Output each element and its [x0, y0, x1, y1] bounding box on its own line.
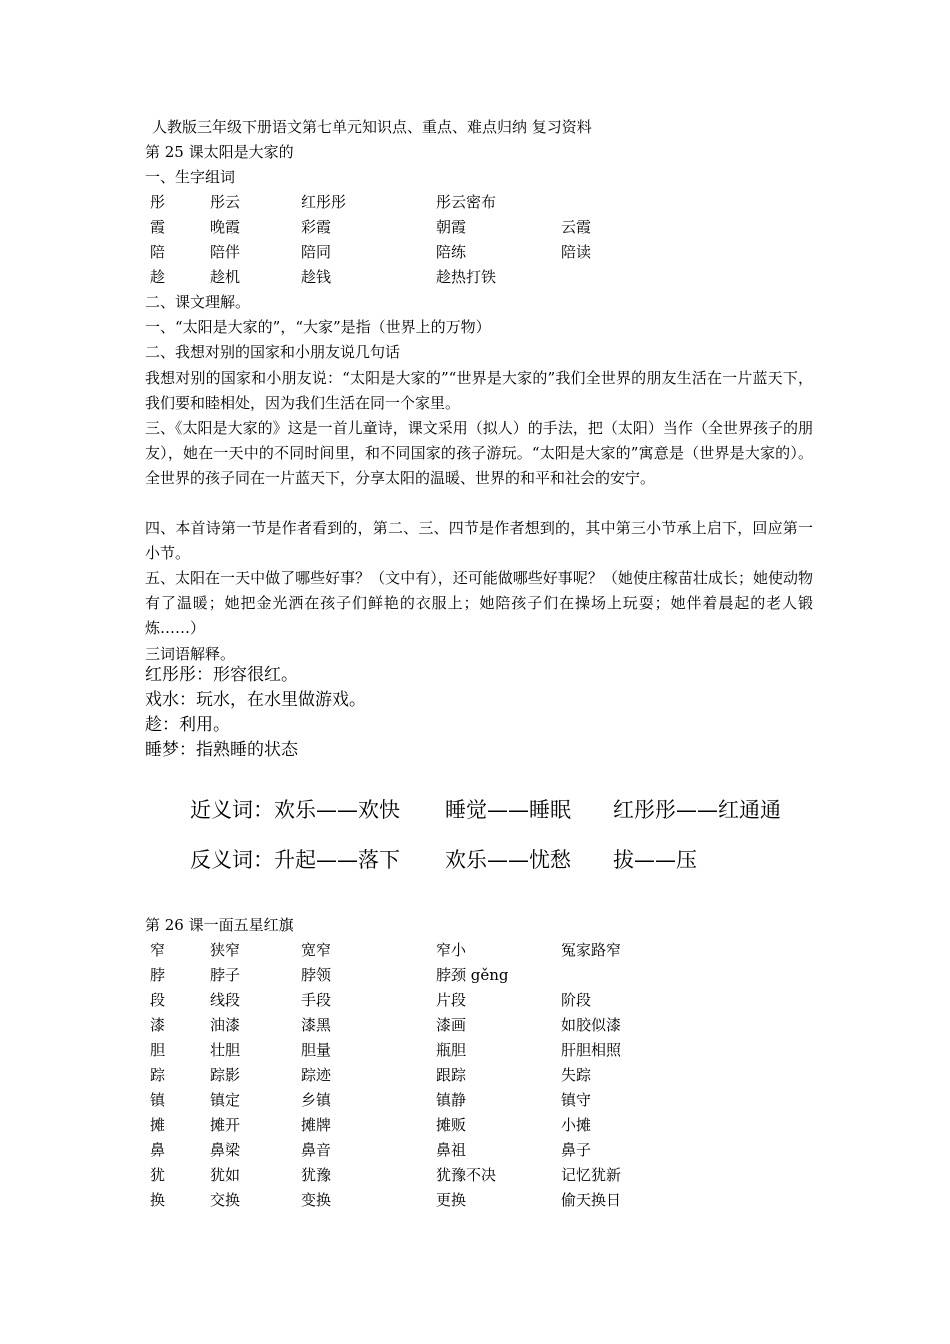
word-item: 趁钱: [301, 268, 332, 286]
word-char: 段: [150, 991, 166, 1009]
section-vocab-heading: 一、生字组词: [145, 168, 236, 186]
word-item: 壮胆: [210, 1041, 241, 1059]
antonym-pair: 反义词：升起——落下: [190, 848, 400, 872]
question-2-answer: 我想对别的国家和小朋友说：“太阳是大家的”“世界是大家的”我们全世界的朋友生活在一片蓝天下，我们要和睦相处，因为我们生活在同一个家里。: [145, 369, 813, 413]
word-item: 踪迹: [301, 1066, 332, 1084]
word-char: 趁: [150, 268, 166, 286]
word-item: 镇守: [561, 1091, 592, 1109]
word-char: 漆: [150, 1016, 166, 1034]
word-item: 失踪: [561, 1066, 592, 1084]
word-item: 阶段: [561, 991, 592, 1009]
word-item: 如胶似漆: [561, 1016, 622, 1034]
word-item: 漆画: [436, 1016, 467, 1034]
word-item: 鼻梁: [210, 1141, 241, 1159]
word-item: 晚霞: [210, 218, 241, 236]
word-char: 鼻: [150, 1141, 166, 1159]
word-item: 脖颈 gěng: [436, 966, 509, 984]
word-item: 更换: [436, 1191, 467, 1209]
word-item: 冤家路窄: [561, 941, 622, 959]
word-item: 趁热打铁: [436, 268, 497, 286]
question-4: 四、本首诗第一节是作者看到的，第二、三、四节是作者想到的，其中第三小节承上启下，回应第一小节。: [145, 519, 813, 563]
word-item: 胆量: [301, 1041, 332, 1059]
word-item: 肝胆相照: [561, 1041, 622, 1059]
word-item: 手段: [301, 991, 332, 1009]
word-item: 偷天换日: [561, 1191, 622, 1209]
lesson-26-heading: 第 26 课一面五星红旗: [145, 916, 294, 934]
definition-item: 趁：利用。: [145, 715, 230, 735]
word-item: 油漆: [210, 1016, 241, 1034]
word-item: 彤云密布: [436, 193, 497, 211]
word-char: 彤: [150, 193, 166, 211]
word-item: 瓶胆: [436, 1041, 467, 1059]
section-definitions-heading: 三词语解释。: [145, 645, 236, 663]
word-item: 彤云: [210, 193, 241, 211]
word-char: 摊: [150, 1116, 166, 1134]
word-item: 犹豫不决: [436, 1166, 497, 1184]
definition-item: 红彤彤：形容很红。: [145, 665, 298, 685]
word-item: 漆黑: [301, 1016, 332, 1034]
word-item: 镇定: [210, 1091, 241, 1109]
document-title: 人教版三年级下册语文第七单元知识点、重点、难点归纳 复习资料: [152, 118, 592, 136]
word-char: 陪: [150, 243, 166, 261]
word-item: 片段: [436, 991, 467, 1009]
antonym-pair: 拔——压: [613, 848, 697, 872]
synonym-pair: 近义词：欢乐——欢快: [190, 798, 400, 822]
definition-item: 戏水：玩水，在水里做游戏。: [145, 690, 366, 710]
antonym-pair: 欢乐——忧愁: [445, 848, 571, 872]
section-comprehension-heading: 二、课文理解。: [145, 293, 251, 311]
word-item: 线段: [210, 991, 241, 1009]
word-item: 狭窄: [210, 941, 241, 959]
word-item: 犹豫: [301, 1166, 332, 1184]
word-item: 鼻音: [301, 1141, 332, 1159]
word-item: 小摊: [561, 1116, 592, 1134]
word-item: 鼻祖: [436, 1141, 467, 1159]
question-1: 一、“太阳是大家的”，“大家”是指（世界上的万物）: [145, 318, 491, 336]
word-item: 变换: [301, 1191, 332, 1209]
word-item: 彩霞: [301, 218, 332, 236]
word-item: 摊牌: [301, 1116, 332, 1134]
word-char: 脖: [150, 966, 166, 984]
word-char: 犹: [150, 1166, 166, 1184]
word-item: 脖子: [210, 966, 241, 984]
word-item: 陪练: [436, 243, 467, 261]
word-char: 胆: [150, 1041, 166, 1059]
word-item: 摊贩: [436, 1116, 467, 1134]
word-char: 窄: [150, 941, 166, 959]
word-item: 云霞: [561, 218, 592, 236]
word-item: 踪影: [210, 1066, 241, 1084]
word-char: 换: [150, 1191, 166, 1209]
word-char: 霞: [150, 218, 166, 236]
definition-item: 睡梦：指熟睡的状态: [145, 740, 298, 760]
word-item: 陪伴: [210, 243, 241, 261]
word-char: 镇: [150, 1091, 166, 1109]
word-item: 宽窄: [301, 941, 332, 959]
lesson-25-heading: 第 25 课太阳是大家的: [145, 143, 294, 161]
word-item: 窄小: [436, 941, 467, 959]
question-5: 五、太阳在一天中做了哪些好事？（文中有），还可能做哪些好事呢？（她使庄稼苗壮成长；她使动物有了温暖；她把金光洒在孩子们鲜艳的衣服上；她陪孩子们在操场上玩耍；她伴着晨起的老人锻炼……）: [145, 569, 813, 638]
question-2: 二、我想对别的国家和小朋友说几句话: [145, 343, 401, 361]
synonym-pair: 睡觉——睡眠: [445, 798, 571, 822]
word-item: 镇静: [436, 1091, 467, 1109]
word-char: 踪: [150, 1066, 166, 1084]
word-item: 脖领: [301, 966, 332, 984]
word-item: 乡镇: [301, 1091, 332, 1109]
word-item: 交换: [210, 1191, 241, 1209]
word-item: 鼻子: [561, 1141, 592, 1159]
word-item: 犹如: [210, 1166, 241, 1184]
word-item: 跟踪: [436, 1066, 467, 1084]
word-item: 摊开: [210, 1116, 241, 1134]
word-item: 陪读: [561, 243, 592, 261]
word-item: 陪同: [301, 243, 332, 261]
word-item: 记忆犹新: [561, 1166, 622, 1184]
word-item: 红彤彤: [301, 193, 347, 211]
word-item: 朝霞: [436, 218, 467, 236]
word-item: 趁机: [210, 268, 241, 286]
question-3: 三、《太阳是大家的》这是一首儿童诗，课文采用（拟人）的手法，把（太阳）当作（全世界孩子的朋友），她在一天中的不同时间里，和不同国家的孩子游玩。“太阳是大家的”寓意是（世界是大家的）。全世界的孩子同在一片蓝天下，分享太阳的温暖、世界的和平和社会的安宁。: [145, 419, 813, 488]
synonym-pair: 红彤彤——红通通: [613, 798, 781, 822]
